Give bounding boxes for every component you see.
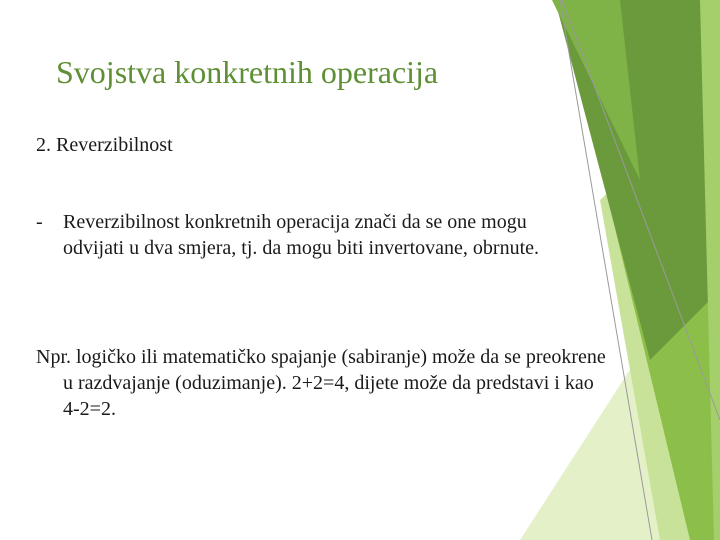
section-heading: 2. Reverzibilnost: [36, 134, 173, 156]
example-paragraph: Npr. logičko ili matematičko spajanje (sabiranje) može da se preokrene u razdvajanje (oduzimanje). 2+2=4, dijete može da predstavi i kao 4-2=2.: [36, 346, 606, 420]
bullet-text: Reverzibilnost konkretnih operacija znači da se one mogu odvijati u dva smjera, tj. da mogu biti invertovane, obrnute.: [63, 211, 540, 259]
slide-title: Svojstva konkretnih operacija: [56, 54, 439, 90]
bullet-marker: -: [36, 211, 43, 233]
